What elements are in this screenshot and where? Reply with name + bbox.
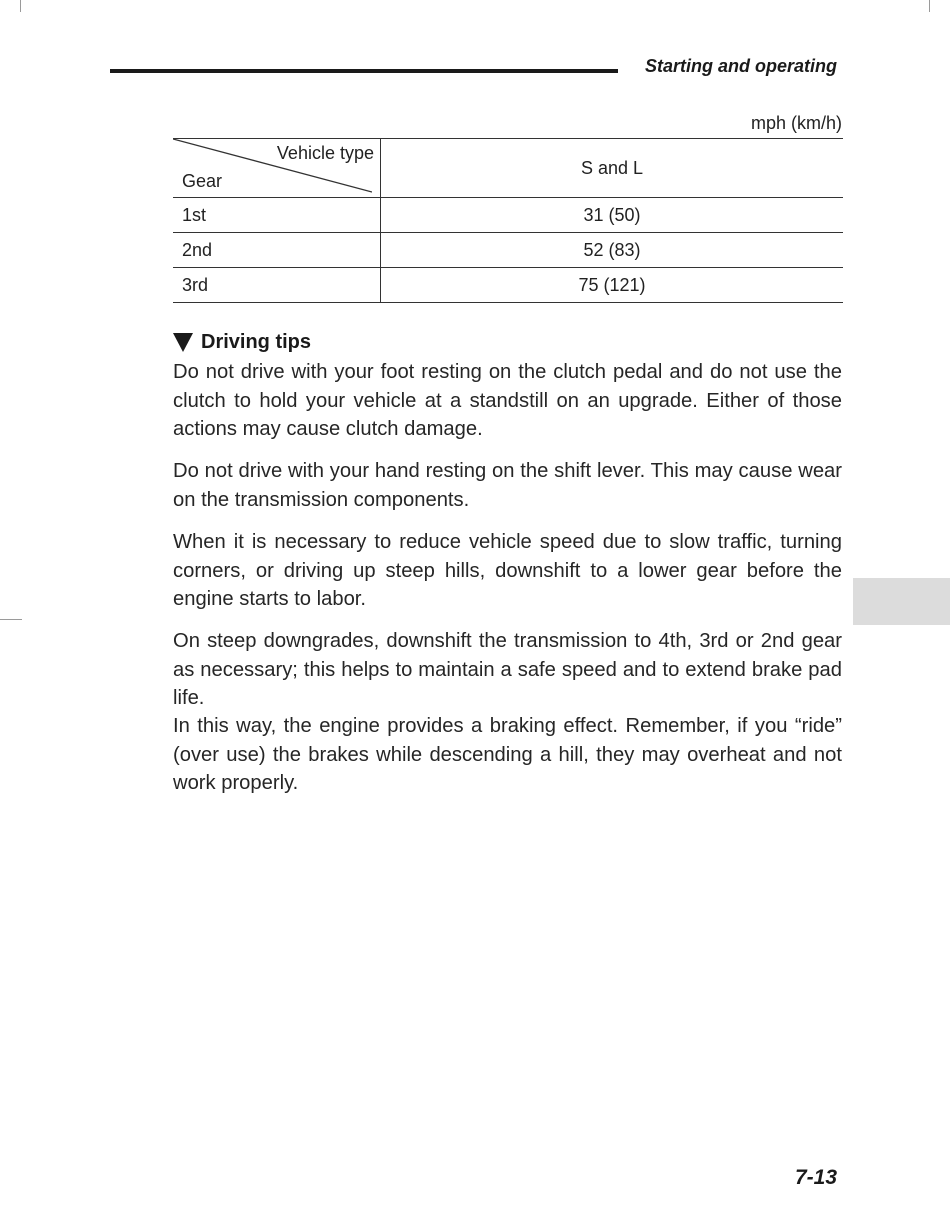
section-title: Starting and operating bbox=[644, 56, 837, 76]
speed-cell: 52 (83) bbox=[381, 233, 844, 268]
gear-speed-table bbox=[173, 138, 843, 303]
gear-cell: 3rd bbox=[173, 268, 381, 303]
table-corner-cell bbox=[173, 139, 381, 198]
table-header-row bbox=[173, 139, 843, 198]
gear-label: Gear bbox=[182, 171, 223, 191]
driving-tips-heading bbox=[173, 331, 311, 354]
table-row bbox=[173, 233, 843, 268]
paragraph-downgrades: On steep downgrades, downshift the transmission to 4th, 3rd or 2nd gear as necessary; this helps to maintain a safe speed and to extend brake pad life. bbox=[173, 630, 842, 709]
paragraph-braking-effect: In this way, the engine provides a braking effect. Remember, if you “ride” (over use) the brakes while descending a hill, they may overheat and not work properly. bbox=[173, 715, 842, 794]
driving-tips-heading-text: Driving tips bbox=[201, 331, 312, 353]
triangle-down-icon bbox=[173, 333, 193, 352]
crop-mark-top-left bbox=[20, 0, 21, 12]
paragraph-downshift: When it is necessary to reduce vehicle speed due to slow traffic, turning corners, or driving up steep hills, downshift to a lower gear before the engine starts to labor. bbox=[173, 531, 842, 610]
speed-cell: 31 (50) bbox=[381, 198, 844, 233]
vehicle-type-column-header: S and L bbox=[381, 139, 844, 198]
unit-note: mph (km/h) bbox=[750, 113, 842, 133]
page-number: 7-13 bbox=[794, 1166, 837, 1189]
table-row bbox=[173, 198, 843, 233]
crop-mark-top-right bbox=[929, 0, 930, 12]
vehicle-type-label: Vehicle type bbox=[276, 143, 374, 163]
chapter-side-tab bbox=[853, 578, 950, 625]
gear-cell: 1st bbox=[173, 198, 381, 233]
speed-cell: 75 (121) bbox=[381, 268, 844, 303]
header-rule bbox=[110, 69, 618, 73]
table-row bbox=[173, 268, 843, 303]
paragraph-clutch: Do not drive with your foot resting on the clutch pedal and do not use the clutch to hold your vehicle at a standstill on an upgrade. Either of those actions may cause clutch damage. bbox=[173, 361, 842, 440]
paragraph-shift-lever: Do not drive with your hand resting on the shift lever. This may cause wear on the transmission components. bbox=[173, 460, 842, 511]
gear-cell: 2nd bbox=[173, 233, 381, 268]
crop-mark-mid-left bbox=[0, 619, 22, 620]
